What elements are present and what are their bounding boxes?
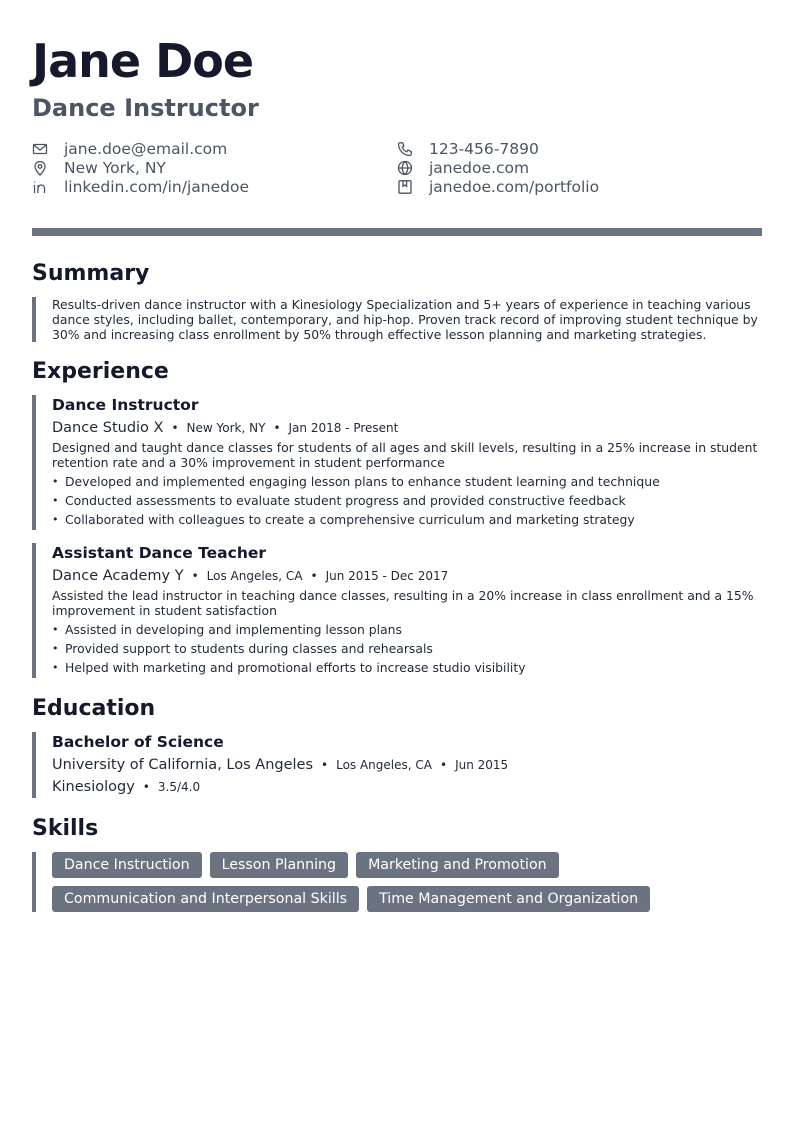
separator-dot: •	[273, 421, 281, 435]
education-entry	[32, 732, 762, 798]
skills-list	[52, 852, 692, 912]
summary-heading: Summary	[32, 261, 150, 286]
job-bullet: • Conducted assessments to evaluate student progress and provided constructive feedback	[52, 493, 762, 508]
linkedin-icon	[32, 179, 48, 195]
job-meta	[52, 566, 762, 586]
location-text: New York, NY	[64, 158, 166, 177]
contact-email[interactable]	[32, 139, 227, 158]
skills-heading: Skills	[32, 816, 99, 841]
school-name: University of California, Los Angeles	[52, 757, 314, 773]
separator-dot: •	[191, 569, 199, 583]
linkedin-text: linkedin.com/in/janedoe	[64, 177, 249, 196]
phone-icon	[397, 141, 413, 157]
phone-text: 123-456-7890	[429, 139, 539, 158]
skill-chip: Communication and Interpersonal Skills	[52, 886, 359, 912]
header-divider	[32, 228, 762, 236]
candidate-name: Jane Doe	[32, 34, 254, 88]
contact-website[interactable]	[397, 158, 529, 177]
portfolio-text: janedoe.com/portfolio	[429, 177, 600, 196]
map-pin-icon	[32, 160, 48, 176]
separator-dot: •	[310, 569, 318, 583]
skill-chip: Dance Instruction	[52, 852, 202, 878]
job-dates: Jun 2015 - Dec 2017	[325, 569, 449, 583]
job-description: Designed and taught dance classes for students of all ages and skill levels, resulting in a 25% increase in student retention rate and a 30% improvement in student performance	[52, 440, 758, 470]
email-text: jane.doe@email.com	[64, 139, 228, 158]
job-bullets	[52, 622, 762, 675]
education-field	[52, 777, 762, 797]
skill-chip: Time Management and Organization	[367, 886, 650, 912]
job-dates: Jan 2018 - Present	[288, 421, 399, 435]
school-location: Los Angeles, CA	[336, 758, 432, 772]
contact-linkedin[interactable]	[32, 177, 249, 196]
graduation-date: Jun 2015	[455, 758, 509, 772]
job-entry	[32, 395, 762, 530]
field-of-study: Kinesiology	[52, 779, 135, 795]
portfolio-icon	[397, 179, 413, 195]
job-bullet: • Provided support to students during classes and rehearsals	[52, 641, 762, 656]
job-title: Dance Instructor	[52, 396, 199, 414]
job-bullet: • Assisted in developing and implementing lesson plans	[52, 622, 762, 637]
candidate-role: Dance Instructor	[32, 94, 259, 122]
website-text: janedoe.com	[429, 158, 530, 177]
skill-chip: Lesson Planning	[210, 852, 348, 878]
education-heading: Education	[32, 696, 156, 721]
experience-heading: Experience	[32, 359, 169, 384]
separator-dot: •	[142, 780, 150, 794]
skills-block	[32, 852, 762, 912]
job-description: Assisted the lead instructor in teaching dance classes, resulting in a 20% increase in class enrollment and a 15% improvement in student satisfaction	[52, 588, 754, 618]
job-meta	[52, 418, 762, 438]
job-bullet: • Helped with marketing and promotional efforts to increase studio visibility	[52, 660, 762, 675]
job-bullet: • Collaborated with colleagues to create a comprehensive curriculum and marketing strategy	[52, 512, 762, 527]
job-bullets	[52, 474, 762, 527]
contact-phone[interactable]	[397, 139, 539, 158]
job-location: Los Angeles, CA	[206, 569, 303, 583]
contact-location	[32, 158, 166, 177]
globe-icon	[397, 160, 413, 176]
company-name: Dance Academy Y	[52, 568, 184, 584]
separator-dot: •	[439, 758, 448, 772]
summary-block	[32, 297, 762, 342]
separator-dot: •	[171, 421, 179, 435]
contact-info	[32, 139, 762, 199]
education-meta	[52, 755, 762, 775]
gpa: 3.5/4.0	[157, 780, 201, 794]
job-bullet: • Developed and implemented engaging lesson plans to enhance student learning and technique	[52, 474, 762, 489]
skill-chip: Marketing and Promotion	[356, 852, 559, 878]
mail-icon	[32, 141, 48, 157]
degree-title: Bachelor of Science	[52, 733, 224, 751]
company-name: Dance Studio X	[52, 420, 164, 436]
job-location: New York, NY	[186, 421, 266, 435]
contact-portfolio[interactable]	[397, 177, 599, 196]
job-title: Assistant Dance Teacher	[52, 544, 267, 562]
job-entry	[32, 543, 762, 678]
summary-text: Results-driven dance instructor with a Kinesiology Specialization and 5+ years of experience in teaching various dance styles, including ballet, contemporary, and hip-hop. Proven track record of improving student technique by 30% and increasing class enrollment by 50% through effective lesson planning and marketing strategies.	[52, 297, 758, 342]
separator-dot: •	[321, 758, 329, 772]
